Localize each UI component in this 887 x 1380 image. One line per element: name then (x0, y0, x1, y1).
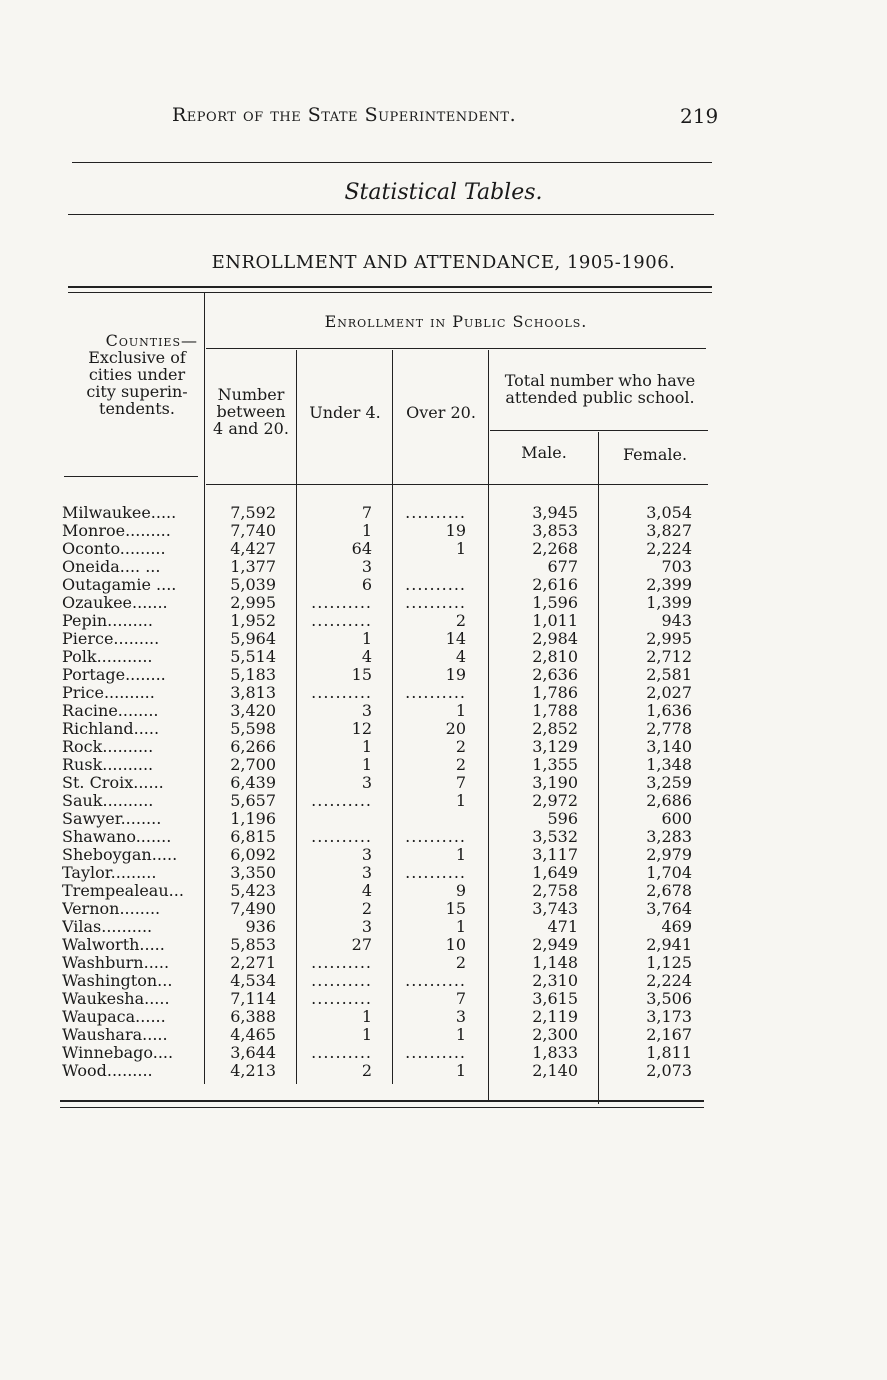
female-cell: 2,995 (646, 629, 692, 648)
male-cell: 471 (547, 917, 578, 936)
female-cell: 1,399 (646, 593, 692, 612)
male-cell: 3,853 (532, 521, 578, 540)
table-row (0, 990, 887, 1008)
female-cell: 2,167 (646, 1025, 692, 1044)
male-cell: 677 (547, 557, 578, 576)
under4-cell: 1 (361, 521, 372, 540)
county-cell: Rusk.......... (62, 756, 154, 774)
female-cell: 2,399 (646, 575, 692, 594)
under4-cell: 3 (361, 701, 372, 720)
table-row (0, 918, 887, 936)
table-row (0, 594, 887, 612)
male-cell: 3,743 (532, 899, 578, 918)
number-between-cell: 3,350 (230, 863, 276, 882)
county-cell: Polk........... (62, 648, 153, 666)
table-row (0, 1026, 887, 1044)
number-between-cell: 6,815 (230, 827, 276, 846)
female-cell: 3,259 (646, 773, 692, 792)
number-between-cell: 5,514 (230, 647, 276, 666)
county-cell: Sheboygan..... (62, 846, 178, 864)
number-between-cell: 7,490 (230, 899, 276, 918)
county-cell: Waupaca...... (62, 1008, 166, 1026)
table-row (0, 702, 887, 720)
under4-cell: 1 (361, 629, 372, 648)
over20-cell: .......... (405, 575, 466, 594)
female-cell: 2,778 (646, 719, 692, 738)
table-row (0, 504, 887, 522)
over20-cell: 1 (455, 845, 466, 864)
rule-header-bottom-right (206, 484, 708, 485)
over20-cell: .......... (405, 971, 466, 990)
over20-cell: 7 (455, 989, 466, 1008)
county-cell: Trempealeau... (62, 882, 184, 900)
male-cell: 3,532 (532, 827, 578, 846)
county-cell: Vilas.......... (62, 918, 153, 936)
number-between-cell: 4,213 (230, 1061, 276, 1080)
under4-cell: 3 (361, 845, 372, 864)
county-cell: St. Croix...... (62, 774, 164, 792)
county-cell: Walworth..... (62, 936, 165, 954)
male-cell: 1,596 (532, 593, 578, 612)
number-between-cell: 5,423 (230, 881, 276, 900)
under4-cell: 4 (361, 647, 372, 666)
county-cell: Price.......... (62, 684, 155, 702)
over20-cell: 19 (445, 521, 466, 540)
page-number: 219 (680, 104, 719, 128)
female-cell: 3,054 (646, 503, 692, 522)
over20-cell: 20 (445, 719, 466, 738)
under4-cell: 1 (361, 755, 372, 774)
table-row (0, 1044, 887, 1062)
female-cell: 3,827 (646, 521, 692, 540)
male-cell: 2,972 (532, 791, 578, 810)
header-total-attended (490, 372, 710, 406)
county-cell: Racine........ (62, 702, 159, 720)
table-row (0, 684, 887, 702)
over20-cell: 1 (455, 1025, 466, 1044)
table-row (0, 540, 887, 558)
table-row (0, 558, 887, 576)
table-row (0, 522, 887, 540)
rule-section (68, 214, 714, 215)
number-between-cell: 7,114 (230, 989, 276, 1008)
male-cell: 2,810 (532, 647, 578, 666)
female-cell: 469 (661, 917, 692, 936)
table-row (0, 882, 887, 900)
under4-cell: 2 (361, 1061, 372, 1080)
over20-cell: .......... (405, 827, 466, 846)
running-head: Report of the State Superintendent. (172, 104, 517, 126)
female-cell: 1,636 (646, 701, 692, 720)
number-between-cell: 4,465 (230, 1025, 276, 1044)
header-counties-line: cities under (88, 365, 186, 384)
over20-cell: 7 (455, 773, 466, 792)
header-counties-line: Exclusive of (88, 348, 186, 367)
over20-cell: .......... (405, 1043, 466, 1062)
under4-cell: 15 (351, 665, 372, 684)
under4-cell: 3 (361, 773, 372, 792)
under4-cell: 27 (351, 935, 372, 954)
under4-cell: 6 (361, 575, 372, 594)
number-between-cell: 5,598 (230, 719, 276, 738)
female-cell: 3,506 (646, 989, 692, 1008)
over20-cell: 1 (455, 1061, 466, 1080)
over20-cell: .......... (405, 863, 466, 882)
table-row (0, 792, 887, 810)
rule-top (72, 162, 712, 163)
male-cell: 1,833 (532, 1043, 578, 1062)
over20-cell: 2 (455, 737, 466, 756)
female-cell: 3,173 (646, 1007, 692, 1026)
under4-cell: 1 (361, 737, 372, 756)
female-cell: 1,704 (646, 863, 692, 882)
male-cell: 2,758 (532, 881, 578, 900)
over20-cell: 10 (445, 935, 466, 954)
male-cell: 3,615 (532, 989, 578, 1008)
female-cell: 3,140 (646, 737, 692, 756)
under4-cell: .......... (311, 593, 372, 612)
county-cell: Washington... (62, 972, 173, 990)
county-cell: Richland..... (62, 720, 160, 738)
over20-cell: 1 (455, 539, 466, 558)
header-number-line: 4 and 20. (213, 419, 289, 438)
table-row (0, 756, 887, 774)
female-cell: 3,283 (646, 827, 692, 846)
number-between-cell: 3,420 (230, 701, 276, 720)
rule-group (206, 348, 706, 349)
number-between-cell: 5,657 (230, 791, 276, 810)
number-between-cell: 1,952 (230, 611, 276, 630)
over20-cell: .......... (405, 503, 466, 522)
table-row (0, 828, 887, 846)
under4-cell: 12 (351, 719, 372, 738)
county-cell: Rock.......... (62, 738, 154, 756)
male-cell: 2,310 (532, 971, 578, 990)
table-top-rule-1 (68, 286, 712, 288)
female-cell: 2,686 (646, 791, 692, 810)
female-cell: 2,224 (646, 539, 692, 558)
county-cell: Winnebago.... (62, 1044, 174, 1062)
male-cell: 2,949 (532, 935, 578, 954)
header-counties (72, 332, 202, 417)
county-cell: Sauk.......... (62, 792, 154, 810)
county-cell: Portage........ (62, 666, 166, 684)
under4-cell: .......... (311, 611, 372, 630)
male-cell: 2,636 (532, 665, 578, 684)
over20-cell: .......... (405, 593, 466, 612)
table-row (0, 576, 887, 594)
male-cell: 2,852 (532, 719, 578, 738)
male-cell: 2,984 (532, 629, 578, 648)
over20-cell: 15 (445, 899, 466, 918)
header-counties-line: tendents. (99, 399, 175, 418)
table-bottom-rule-2 (60, 1107, 704, 1108)
number-between-cell: 5,183 (230, 665, 276, 684)
table-title: ENROLLMENT AND ATTENDANCE, 1905-1906. (211, 252, 676, 273)
table-row (0, 954, 887, 972)
table-row (0, 810, 887, 828)
county-cell: Outagamie .... (62, 576, 177, 594)
male-cell: 1,788 (532, 701, 578, 720)
female-cell: 2,979 (646, 845, 692, 864)
female-cell: 3,764 (646, 899, 692, 918)
under4-cell: .......... (311, 683, 372, 702)
header-under4: Under 4. (309, 403, 381, 422)
under4-cell: 3 (361, 557, 372, 576)
county-cell: Shawano....... (62, 828, 172, 846)
number-between-cell: 1,377 (230, 557, 276, 576)
male-cell: 3,190 (532, 773, 578, 792)
section-title: Statistical Tables. (344, 180, 543, 205)
over20-cell: 1 (455, 701, 466, 720)
table-row (0, 630, 887, 648)
header-total-line: Total number who have (504, 371, 696, 390)
table-row (0, 864, 887, 882)
female-cell: 2,712 (646, 647, 692, 666)
female-cell: 600 (661, 809, 692, 828)
county-cell: Waukesha..... (62, 990, 170, 1008)
female-cell: 2,073 (646, 1061, 692, 1080)
number-between-cell: 6,266 (230, 737, 276, 756)
table-row (0, 846, 887, 864)
female-cell: 2,027 (646, 683, 692, 702)
rule-header-bottom-left (64, 476, 198, 477)
female-cell: 2,941 (646, 935, 692, 954)
number-between-cell: 7,740 (230, 521, 276, 540)
over20-cell: 2 (455, 611, 466, 630)
county-cell: Washburn..... (62, 954, 170, 972)
county-cell: Sawyer........ (62, 810, 162, 828)
header-male: Male. (521, 443, 567, 462)
male-cell: 3,117 (532, 845, 578, 864)
under4-cell: 4 (361, 881, 372, 900)
county-cell: Pepin......... (62, 612, 153, 630)
number-between-cell: 936 (245, 917, 276, 936)
over20-cell: 3 (455, 1007, 466, 1026)
male-cell: 2,119 (532, 1007, 578, 1026)
under4-cell: .......... (311, 953, 372, 972)
female-cell: 1,348 (646, 755, 692, 774)
table-top-rule-2 (68, 292, 712, 293)
header-over20: Over 20. (406, 403, 476, 422)
table-bottom-rule-1 (60, 1100, 704, 1102)
female-cell: 703 (661, 557, 692, 576)
county-cell: Vernon........ (62, 900, 161, 918)
male-cell: 2,616 (532, 575, 578, 594)
male-cell: 3,945 (532, 503, 578, 522)
number-between-cell: 7,592 (230, 503, 276, 522)
county-cell: Waushara..... (62, 1026, 168, 1044)
male-cell: 2,268 (532, 539, 578, 558)
female-cell: 2,581 (646, 665, 692, 684)
number-between-cell: 5,853 (230, 935, 276, 954)
header-number-line: between (216, 402, 286, 421)
table-row (0, 648, 887, 666)
table-row (0, 612, 887, 630)
male-cell: 1,148 (532, 953, 578, 972)
county-cell: Wood......... (62, 1062, 153, 1080)
county-cell: Pierce......... (62, 630, 160, 648)
header-enrollment-group: Enrollment in Public Schools. (324, 312, 588, 331)
over20-cell: 2 (455, 755, 466, 774)
under4-cell: 1 (361, 1025, 372, 1044)
over20-cell: 1 (455, 917, 466, 936)
over20-cell: 14 (445, 629, 466, 648)
male-cell: 1,355 (532, 755, 578, 774)
county-cell: Taylor......... (62, 864, 157, 882)
number-between-cell: 5,039 (230, 575, 276, 594)
county-cell: Ozaukee....... (62, 594, 168, 612)
table-row (0, 774, 887, 792)
table-row (0, 900, 887, 918)
number-between-cell: 3,813 (230, 683, 276, 702)
number-between-cell: 6,092 (230, 845, 276, 864)
under4-cell: 64 (351, 539, 372, 558)
table-row (0, 666, 887, 684)
number-between-cell: 5,964 (230, 629, 276, 648)
male-cell: 1,786 (532, 683, 578, 702)
under4-cell: 3 (361, 917, 372, 936)
number-between-cell: 4,534 (230, 971, 276, 990)
male-cell: 2,140 (532, 1061, 578, 1080)
under4-cell: .......... (311, 989, 372, 1008)
number-between-cell: 1,196 (230, 809, 276, 828)
male-cell: 2,300 (532, 1025, 578, 1044)
header-female: Female. (622, 445, 688, 464)
male-cell: 1,649 (532, 863, 578, 882)
header-number-line: Number (217, 385, 285, 404)
county-cell: Milwaukee..... (62, 504, 177, 522)
rule-total (490, 430, 708, 431)
table-row (0, 720, 887, 738)
female-cell: 2,224 (646, 971, 692, 990)
female-cell: 943 (661, 611, 692, 630)
header-counties-line: city superin- (86, 382, 188, 401)
county-cell: Oconto......... (62, 540, 166, 558)
table-row (0, 972, 887, 990)
under4-cell: .......... (311, 827, 372, 846)
over20-cell: 2 (455, 953, 466, 972)
table-row (0, 1008, 887, 1026)
table-row (0, 1062, 887, 1080)
header-counties-line: Counties— (105, 331, 198, 350)
under4-cell: 1 (361, 1007, 372, 1026)
over20-cell: 9 (455, 881, 466, 900)
over20-cell: 19 (445, 665, 466, 684)
number-between-cell: 3,644 (230, 1043, 276, 1062)
over20-cell: 1 (455, 791, 466, 810)
under4-cell: .......... (311, 971, 372, 990)
over20-cell: .......... (405, 683, 466, 702)
female-cell: 2,678 (646, 881, 692, 900)
number-between-cell: 4,427 (230, 539, 276, 558)
table-row (0, 936, 887, 954)
number-between-cell: 6,439 (230, 773, 276, 792)
under4-cell: 3 (361, 863, 372, 882)
over20-cell: 4 (455, 647, 466, 666)
number-between-cell: 2,271 (230, 953, 276, 972)
under4-cell: 2 (361, 899, 372, 918)
header-number-between (206, 386, 296, 437)
number-between-cell: 2,700 (230, 755, 276, 774)
under4-cell: .......... (311, 1043, 372, 1062)
header-total-line: attended public school. (505, 388, 695, 407)
county-cell: Monroe......... (62, 522, 171, 540)
female-cell: 1,125 (646, 953, 692, 972)
table-row (0, 738, 887, 756)
county-cell: Oneida.... ... (62, 558, 161, 576)
under4-cell: .......... (311, 791, 372, 810)
female-cell: 1,811 (646, 1043, 692, 1062)
number-between-cell: 2,995 (230, 593, 276, 612)
male-cell: 596 (547, 809, 578, 828)
under4-cell: 7 (361, 503, 372, 522)
male-cell: 3,129 (532, 737, 578, 756)
number-between-cell: 6,388 (230, 1007, 276, 1026)
male-cell: 1,011 (532, 611, 578, 630)
